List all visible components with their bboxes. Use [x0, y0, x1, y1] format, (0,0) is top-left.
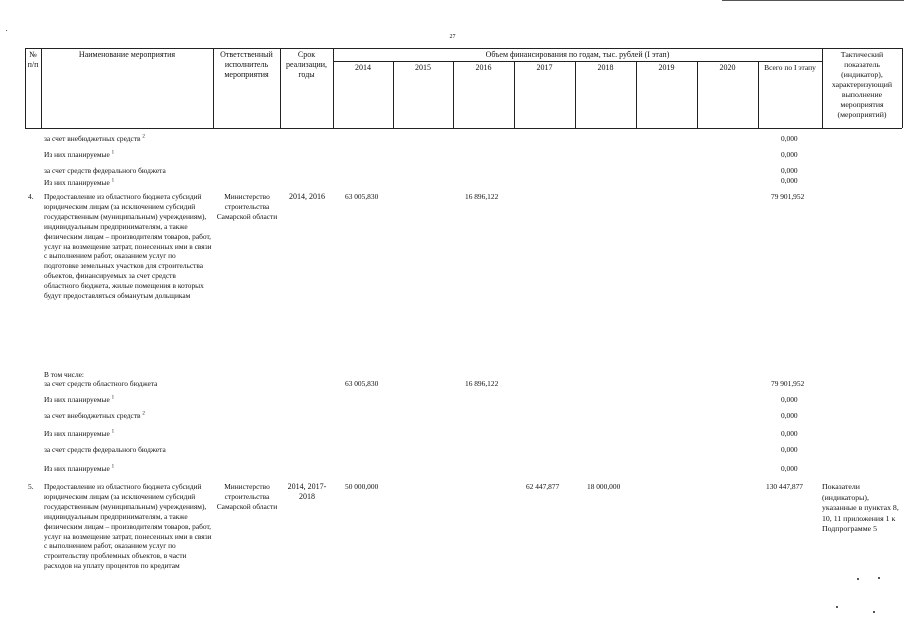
item-total: 130 447,877 — [766, 482, 803, 491]
header-col-funding: Объем финансирования по годам, тыс. рублей (I этап) — [485, 50, 670, 59]
header-year-2018: 2018 — [597, 63, 614, 72]
col-border — [902, 48, 903, 128]
scan-speck — [873, 611, 875, 613]
item-number: 4. — [28, 192, 34, 201]
row-label — [44, 395, 114, 405]
footnote-marker: 1 — [111, 178, 115, 184]
header-col-responsible: Ответственный исполнитель мероприятия — [220, 50, 273, 79]
page-number: 27 — [449, 34, 456, 40]
row-label-text: за счет внебюджетных средств — [44, 134, 141, 143]
col-border — [333, 48, 334, 128]
row-total: 79 901,952 — [771, 379, 805, 388]
header-col-name: Наименование мероприятия — [78, 50, 176, 59]
row-label — [44, 379, 157, 389]
top-rule — [722, 0, 904, 1]
in-that-label: В том числе: — [44, 370, 84, 379]
item-value-2017: 62 447,877 — [526, 482, 560, 491]
item-value-2014: 50 000,000 — [345, 482, 379, 491]
header-col-period: Срок реализации, годы — [285, 50, 328, 79]
row-total: 0,000 — [781, 134, 798, 143]
scan-speck — [836, 606, 838, 608]
header-year-2014: 2014 — [355, 63, 371, 72]
scan-speck — [857, 578, 859, 580]
scan-speck — [878, 577, 880, 579]
row-label — [44, 178, 114, 188]
col-border — [41, 48, 42, 128]
row-label-text: Из них планируемые — [44, 150, 110, 159]
row-label-text: за счет внебюджетных средств — [44, 411, 141, 420]
row-label — [44, 411, 145, 421]
row-label — [44, 150, 114, 160]
row-label — [44, 134, 145, 144]
item-value-2016: 16 896,122 — [465, 192, 499, 201]
item-indicator: Показатели (индикаторы), указанные в пунктах 8, 10, 11 приложения 1 к Подпрограмме 5 — [822, 482, 899, 534]
item-name: Предоставление из областного бюджета субсидий юридическим лицам (за исключением субсидий государственным (муниципальным) учреждениям), индивидуальным предпринимателям, а также физическим лицам – производителям товаров, работ, услуг на возмещение затрат, понесенных ими в связи с выполнением работ, оказанием услуг по строительству проблемных объектов, в части расходов на уплату процентов по кредитам — [44, 482, 212, 571]
row-total: 0,000 — [781, 411, 798, 420]
item-total: 79 901,952 — [771, 192, 805, 201]
row-value-2016: 16 896,122 — [465, 379, 499, 388]
item-responsible: Министерство строительства Самарской области — [216, 482, 278, 511]
row-total: 0,000 — [781, 429, 798, 438]
row-total: 0,000 — [781, 445, 798, 454]
footnote-marker: 2 — [142, 134, 145, 140]
item-value-2018: 18 000,000 — [587, 482, 621, 491]
item-name: Предоставление из областного бюджета субсидий юридическим лицам (за исключением субсидий государственным (муниципальным) учреждениям), индивидуальным предпринимателям, а также физическим лицам – производителям товаров, работ, услуг на возмещение затрат, понесенных ими в связи с выполнением работ, оказанием услуг по подготовке земельных участков для строительства объектов, финансируемых за счет средств областного бюджета, жилые помещения в которых будут предоставляться обманутым дольщикам — [44, 192, 212, 301]
footnote-marker: 2 — [142, 411, 145, 417]
row-label-text: Из них планируемые — [44, 464, 110, 473]
footnote-marker: 1 — [111, 429, 115, 435]
item-responsible: Министерство строительства Самарской области — [216, 192, 278, 221]
footnote-marker: 1 — [111, 464, 115, 470]
row-label-text: за счет средств федерального бюджета — [44, 166, 166, 175]
row-total: 0,000 — [781, 464, 798, 473]
item-period: 2014, 2016 — [289, 192, 325, 201]
item-period: 2014, 2017- 2018 — [287, 482, 327, 501]
header-col-no: № п/п — [27, 50, 39, 69]
header-year-2020: 2020 — [719, 63, 736, 72]
row-label-text: Из них планируемые — [44, 429, 110, 438]
header-year-2015: 2015 — [415, 63, 431, 72]
header-bottom-border — [25, 128, 902, 129]
row-label — [44, 166, 166, 176]
header-year-2019: 2019 — [658, 63, 675, 72]
row-value-2014: 63 005,830 — [345, 379, 379, 388]
row-total: 0,000 — [781, 166, 798, 175]
row-total: 0,000 — [781, 176, 798, 185]
item-value-2014: 63 005,830 — [345, 192, 379, 201]
row-total: 0,000 — [781, 395, 798, 404]
header-year-2017: 2017 — [536, 63, 553, 72]
row-label — [44, 464, 114, 474]
row-label-text: Из них планируемые — [44, 178, 110, 187]
footnote-marker: 1 — [111, 150, 115, 156]
row-label-text: за счет средств областного бюджета — [44, 379, 158, 388]
footnote-marker: 1 — [111, 395, 115, 401]
header-col-indicator: Тактический показатель (индикатор), характеризующий выполнение мероприятия (мероприятий) — [831, 50, 893, 119]
header-top-border — [25, 48, 902, 49]
item-number: 5. — [28, 482, 34, 491]
row-label-text: за счет средств федерального бюджета — [44, 445, 166, 454]
header-funding-divider — [333, 61, 822, 62]
row-label — [44, 445, 166, 455]
row-total: 0,000 — [781, 150, 798, 159]
row-label-text: Из них планируемые — [44, 395, 110, 404]
scan-speck — [6, 30, 7, 31]
header-col-total: Всего по I этапу — [764, 63, 816, 72]
header-year-2016: 2016 — [475, 63, 492, 72]
row-label — [44, 429, 114, 439]
